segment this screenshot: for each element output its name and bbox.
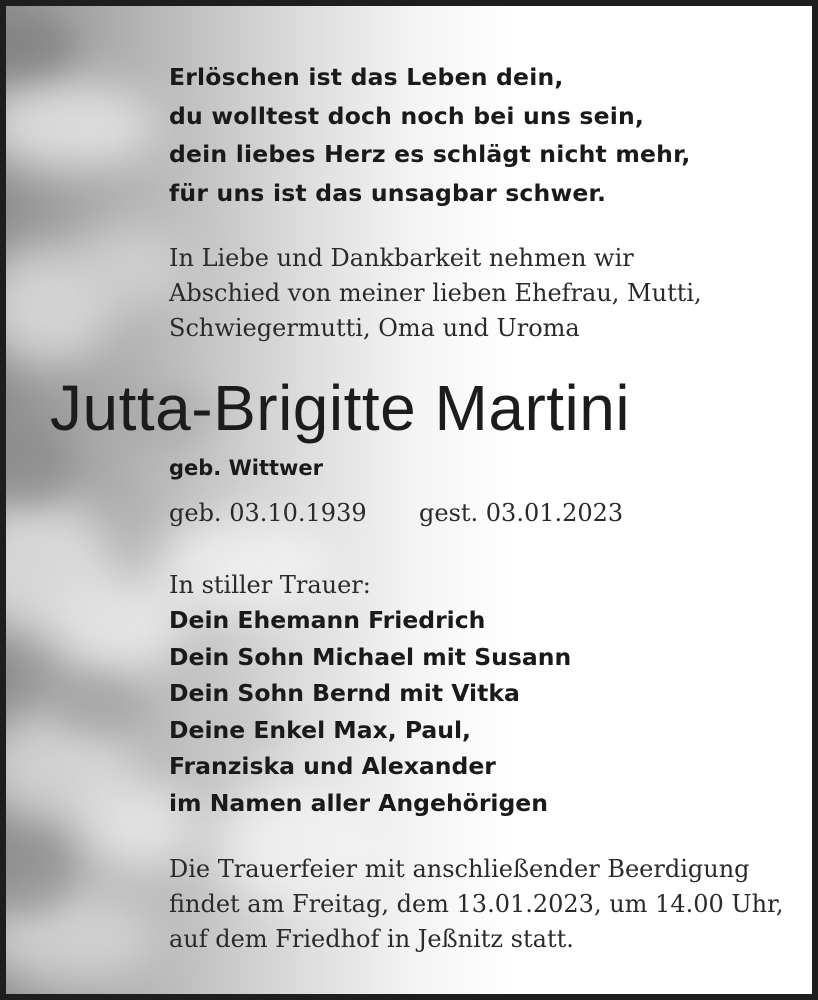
- deceased-name: Jutta-Brigitte Martini: [50, 372, 631, 444]
- mourner-line: Dein Sohn Michael mit Susann: [169, 642, 572, 671]
- mourning-intro: In stiller Trauer:: [169, 571, 371, 599]
- death-date: gest. 03.01.2023: [419, 499, 624, 527]
- funeral-line: findet am Freitag, dem 13.01.2023, um 14.00 Uhr,: [169, 890, 784, 918]
- intro-line: In Liebe und Dankbarkeit nehmen wir: [169, 244, 634, 272]
- mourner-line: Franziska und Alexander: [169, 752, 496, 780]
- maiden-name: geb. Wittwer: [169, 456, 324, 480]
- intro-line: Schwiegermutti, Oma und Uroma: [169, 314, 580, 342]
- intro-line: Abschied von meiner lieben Ehefrau, Mutti,: [169, 279, 702, 307]
- funeral-info: [169, 852, 784, 957]
- poem-line: für uns ist das unsagbar schwer.: [169, 178, 607, 207]
- funeral-line: auf dem Friedhof in Jeßnitz statt.: [169, 925, 574, 953]
- poem-line: Erlöschen ist das Leben dein,: [169, 63, 564, 91]
- mourner-line: Dein Ehemann Friedrich: [169, 606, 486, 634]
- poem-line: dein liebes Herz es schlägt nicht mehr,: [169, 140, 691, 168]
- life-dates: [169, 496, 623, 530]
- birth-date: geb. 03.10.1939: [169, 499, 367, 527]
- poem: [169, 58, 691, 212]
- mourner-line: Deine Enkel Max, Paul,: [169, 715, 471, 744]
- intro-text: [169, 241, 702, 346]
- mourner-line: Dein Sohn Bernd mit Vitka: [169, 679, 520, 707]
- mourner-line: im Namen aller Angehörigen: [169, 788, 548, 817]
- funeral-line: Die Trauerfeier mit anschließender Beerdigung: [169, 855, 750, 883]
- poem-line: du wolltest doch noch bei uns sein,: [169, 101, 645, 130]
- mourners-list: [169, 602, 571, 821]
